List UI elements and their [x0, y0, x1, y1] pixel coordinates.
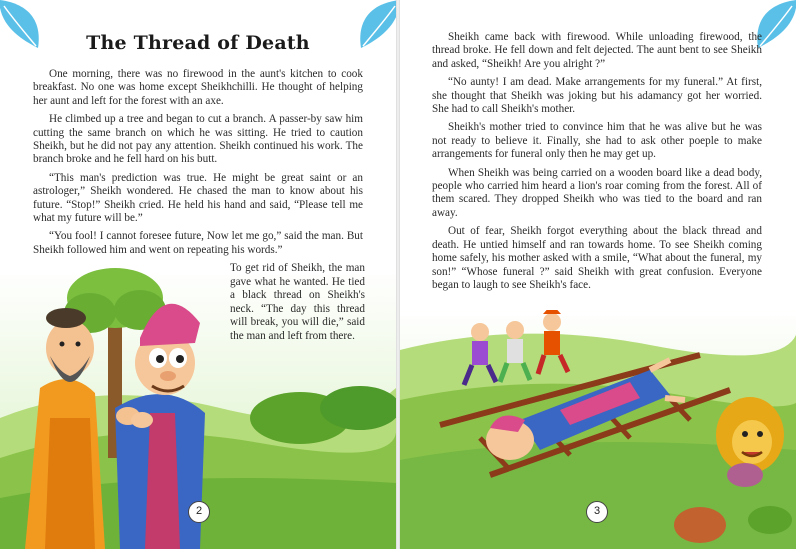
paragraph: “You fool! I cannot foresee future, Now let me go,” said the man. But Sheikh followed him and went on repeating his words.” — [33, 230, 363, 256]
left-page — [0, 0, 396, 549]
right-page — [400, 0, 796, 549]
paragraph: “This man's prediction was true. He might be great saint or an astrologer,” Sheikh wondered. He chased the man to know about his future. “Stop!” Sheikh cried. He held his hand and said, “Please tell me what my future will be.” — [33, 171, 363, 225]
page-number-right: 3 — [586, 501, 608, 523]
paragraph: One morning, there was no firewood in the aunt's kitchen to cook breakfast. No one was home except Sheikhchilli. He thought of helping her aunt and left for the forest with an axe. — [33, 68, 363, 107]
right-page-text — [432, 31, 762, 297]
paragraph: Out of fear, Sheikh forgot everything about the black thread and death. He untied himself and ran towards home. To see Sheikh coming home safely, his mother asked with a smile, “What about the funeral, my son!” “Whose funeral ?” said Sheikh with great confusion. Everyone began to laugh to see Sheikh's face. — [432, 225, 762, 291]
left-page-text — [33, 68, 363, 262]
paragraph: He climbed up a tree and began to cut a branch. A passer-by saw him cutting the same branch on which he was sitting. He tried to caution Sheikh, but he did not pay any attention. Sheikh continued his work. The branch broke and he fell hard on his butt. — [33, 113, 363, 166]
paragraph: “No aunty! I am dead. Make arrangements for my funeral.” At first, she thought that Sheikh was joking but his adamancy got her worried. She had to call Sheikh's mother. — [432, 76, 762, 116]
page-number-left: 2 — [188, 501, 210, 523]
story-title: The Thread of Death — [86, 32, 310, 54]
paragraph: Sheikh came back with firewood. While unloading firewood, the thread broke. He fell down and felt dejected. The aunt bent to see Sheikh and asked, “Sheikh! Are you alright ?” — [432, 31, 762, 70]
left-page-float-text: To get rid of Sheikh, the man gave what he wanted. He tied a black thread on Sheikh's neck. “The day this thread will break, you will die,” said the man and left from there. — [230, 262, 365, 342]
paragraph: Sheikh's mother tried to convince him that he was alive but he was not ready to believe it. Finally, she had to ask other poeple to make arrangements for funeral only then he may get up. — [432, 121, 762, 161]
paragraph: When Sheikh was being carried on a wooden board like a dead body, people who carried him heard a lion's roar coming from the forest. All of them scared. They dropped Sheikh who was tied to the board and ran away. — [432, 166, 762, 219]
